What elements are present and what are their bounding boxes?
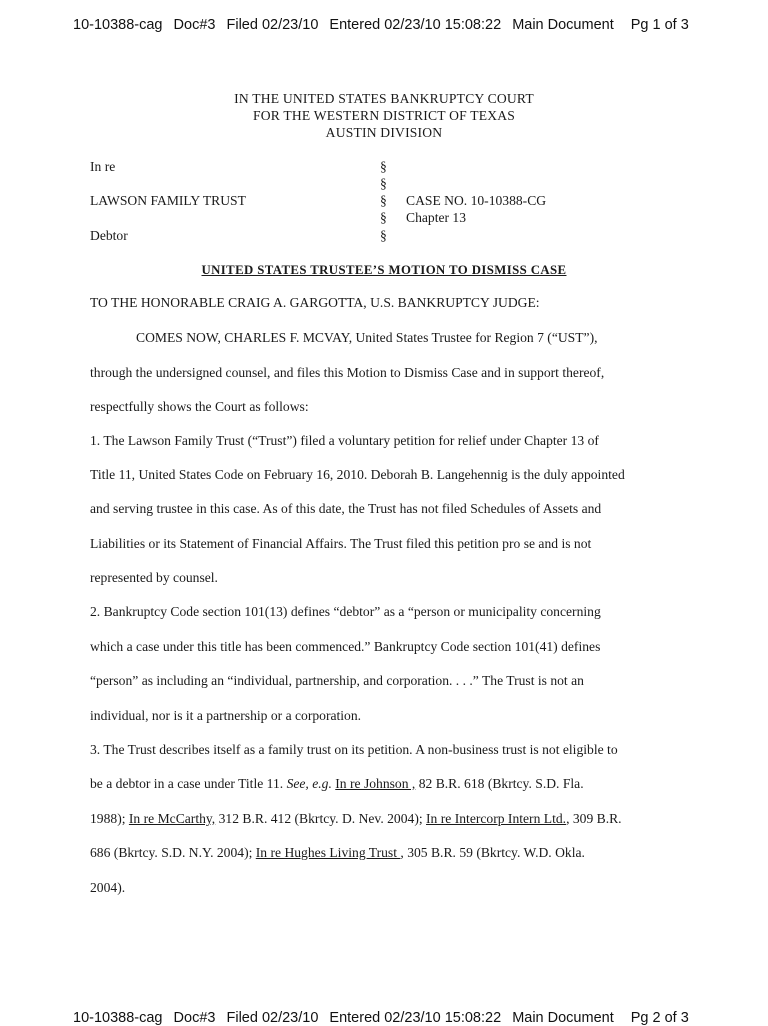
paragraph-1-line: Liabilities or its Statement of Financial Affairs. The Trust filed this petition pro se and is not (90, 536, 592, 551)
citation-in-re-intercorp: In re Intercorp Intern Ltd. (426, 811, 567, 826)
section-mark: § (380, 228, 387, 243)
caption-in-re: In re (90, 159, 116, 174)
court-line-3: AUSTIN DIVISION (325, 125, 443, 140)
caption-party: LAWSON FAMILY TRUST (90, 193, 246, 208)
paragraph-3-line (90, 811, 622, 827)
header-doc-type: Main Document (512, 1010, 614, 1026)
header-doc: Doc#3 (173, 1010, 216, 1026)
intro-line: respectfully shows the Court as follows: (90, 399, 309, 414)
citation-in-re-hughes: In re Hughes Living Trust (255, 845, 401, 860)
section-mark: § (380, 176, 387, 191)
signal-see-eg: See, e.g. (286, 776, 332, 791)
paragraph-3-line (90, 776, 584, 792)
header-filed: Filed 02/23/10 (226, 17, 319, 33)
header-doc: Doc#3 (173, 17, 216, 33)
paragraph-1-line: 1. The Lawson Family Trust (“Trust”) filed a voluntary petition for relief under Chapter 13 of (90, 433, 599, 448)
header-entered: Entered 02/23/10 15:08:22 (329, 1010, 502, 1026)
section-mark: § (380, 193, 387, 208)
motion-title: UNITED STATES TRUSTEE’S MOTION TO DISMISS CASE (201, 263, 567, 277)
header-case-id: 10-10388-cag (73, 17, 163, 33)
text: 312 B.R. 412 (Bkrtcy. D. Nev. 2004); (215, 811, 427, 826)
paragraph-3-line: 2004). (90, 880, 126, 895)
text: 686 (Bkrtcy. S.D. N.Y. 2004); (90, 845, 256, 860)
header-page: Pg 2 of 3 (630, 1010, 689, 1026)
paragraph-1-line: Title 11, United States Code on February 16, 2010. Deborah B. Langehennig is the duly appointed (90, 467, 625, 482)
header-entered: Entered 02/23/10 15:08:22 (329, 17, 502, 33)
citation-in-re-johnson: In re Johnson , (335, 776, 416, 791)
paragraph-2-line: which a case under this title has been commenced.” Bankruptcy Code section 101(41) defines (90, 639, 601, 654)
header-case-id: 10-10388-cag (73, 1010, 163, 1026)
section-mark: § (380, 159, 387, 174)
header-page: Pg 1 of 3 (630, 17, 689, 33)
court-heading (0, 90, 768, 141)
case-number: CASE NO. 10-10388-CG (406, 193, 547, 208)
court-line-2: FOR THE WESTERN DISTRICT OF TEXAS (252, 108, 515, 123)
caption-debtor: Debtor (90, 228, 128, 243)
paragraph-3-line: 3. The Trust describes itself as a family trust on its petition. A non-business trust is not eligible to (90, 742, 618, 757)
text: 1988); (90, 811, 129, 826)
paragraph-2-line: 2. Bankruptcy Code section 101(13) defines “debtor” as a “person or municipality concerning (90, 604, 601, 619)
salutation: TO THE HONORABLE CRAIG A. GARGOTTA, U.S. BANKRUPTCY JUDGE: (90, 295, 540, 310)
paragraph-2-line: individual, nor is it a partnership or a corporation. (90, 708, 362, 723)
intro-line: through the undersigned counsel, and files this Motion to Dismiss Case and in support thereof, (90, 365, 605, 380)
page-header (73, 17, 689, 33)
paragraph-2-line: “person” as including an “individual, partnership, and corporation. . . .” The Trust is not an (90, 673, 584, 688)
text: be a debtor in a case under Title 11. (90, 776, 287, 791)
chapter: Chapter 13 (406, 210, 467, 225)
court-line-1: IN THE UNITED STATES BANKRUPTCY COURT (234, 91, 534, 106)
header-doc-type: Main Document (512, 17, 614, 33)
paragraph-1-line: and serving trustee in this case. As of this date, the Trust has not filed Schedules of Assets and (90, 501, 602, 516)
text: , 309 B.R. (566, 811, 622, 826)
paragraph-3-line (90, 845, 585, 861)
section-mark: § (380, 210, 387, 225)
text: 82 B.R. 618 (Bkrtcy. S.D. Fla. (415, 776, 584, 791)
citation-in-re-mccarthy: In re McCarthy, (128, 811, 216, 826)
text: , 305 B.R. 59 (Bkrtcy. W.D. Okla. (400, 845, 585, 860)
paragraph-1-line: represented by counsel. (90, 570, 218, 585)
intro-line: COMES NOW, CHARLES F. MCVAY, United States Trustee for Region 7 (“UST”), (136, 330, 598, 345)
header-filed: Filed 02/23/10 (226, 1010, 319, 1026)
